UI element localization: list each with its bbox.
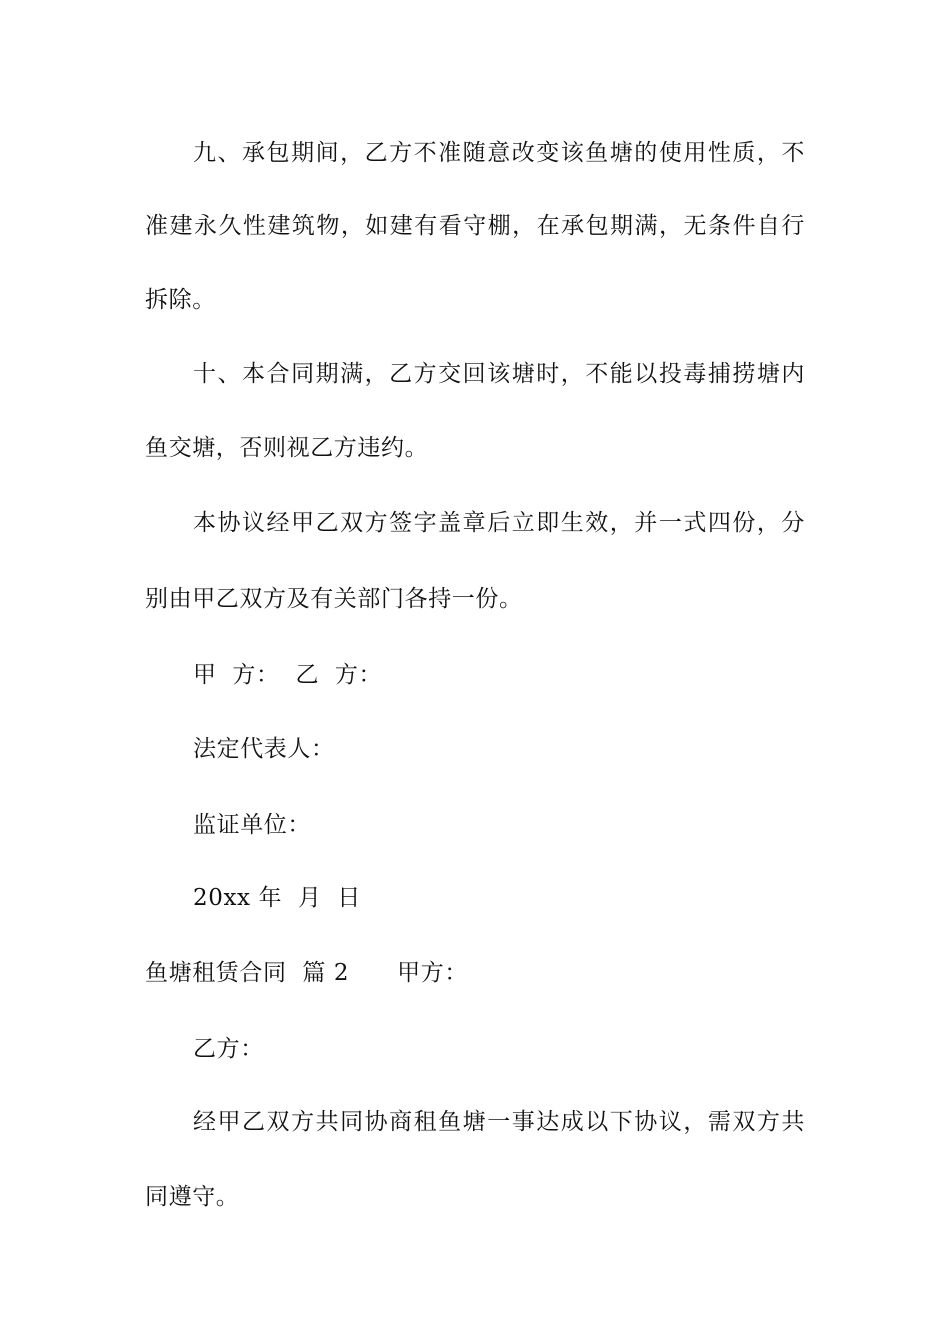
legal-representative-line: 法定代表人： — [193, 736, 335, 762]
paragraph-line: 经甲乙双方共同协商租鱼塘一事达成以下协议，需双方共 — [193, 1109, 805, 1135]
section-heading-row — [145, 958, 468, 988]
paragraph-line: 鱼交塘，否则视乙方违约。 — [145, 435, 429, 461]
paragraph-line: 本协议经甲乙双方签字盖章后立即生效，并一式四份，分 — [193, 510, 805, 536]
signature-parties-line: 甲 方： 乙 方： — [193, 662, 383, 688]
paragraph-line: 同遵守。 — [145, 1184, 240, 1210]
section-heading: 鱼塘租赁合同 篇 2 — [145, 960, 350, 986]
paragraph-line: 十、本合同期满，乙方交回该塘时，不能以投毒捕捞塘内 — [193, 361, 805, 387]
supervising-unit-line: 监证单位： — [193, 812, 311, 838]
paragraph-line: 准建永久性建筑物，如建有看守棚，在承包期满，无条件自行 — [145, 213, 805, 239]
paragraph-line: 拆除。 — [145, 287, 216, 313]
party-a-label: 甲方： — [397, 960, 468, 986]
date-line: 20xx 年 月 日 — [193, 885, 361, 911]
paragraph-line: 别由甲乙双方及有关部门各持一份。 — [145, 586, 523, 612]
party-b-label: 乙方： — [193, 1036, 264, 1062]
paragraph-line: 九、承包期间，乙方不准随意改变该鱼塘的使用性质，不 — [193, 140, 805, 166]
